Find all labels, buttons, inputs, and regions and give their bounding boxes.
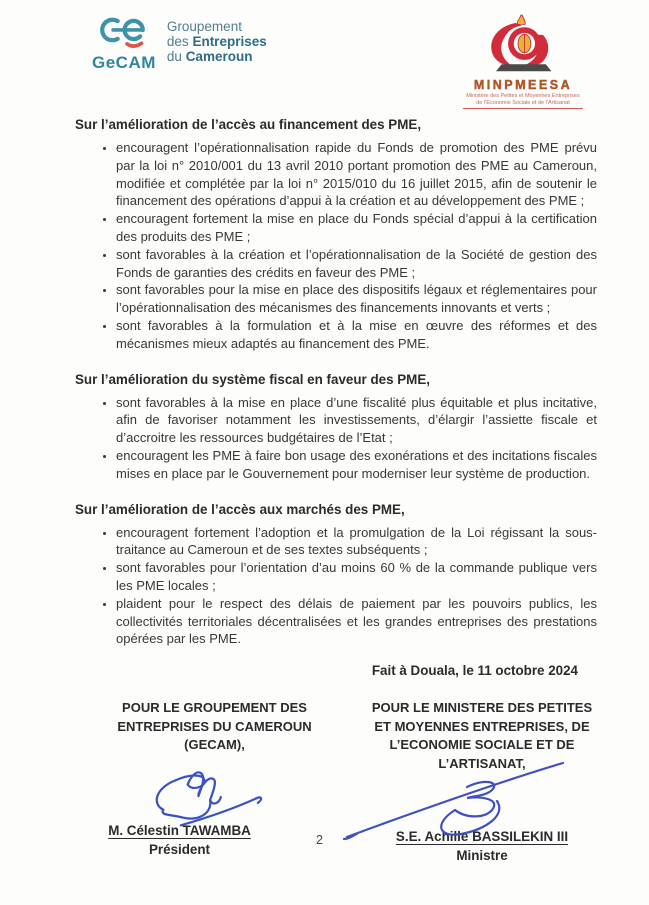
signatory-title: Ministre — [456, 848, 508, 864]
section-heading: Sur l’amélioration de l’accès au financement des PME, — [75, 117, 422, 132]
signatory-heading: POUR LE MINISTERE DES PETITES ET MOYENNES ENTREPRISES, DE L’ECONOMIE SOCIALE ET DE L’ARTISANAT, — [371, 700, 593, 771]
minpmeesa-acronym: MINPMEESA — [473, 78, 573, 92]
section-heading: Sur l’amélioration de l’accès aux marchés des PME, — [75, 501, 405, 517]
signatory-title: Président — [148, 841, 211, 857]
gecam-wordmark: GeCAM — [92, 53, 156, 72]
gecam-logo — [92, 11, 267, 73]
bullet-list — [75, 394, 597, 483]
signature-block-gecam — [100, 699, 329, 863]
bullet-item: • encouragent les PME à faire bon usage des exonérations et des incitations fiscales mises en place par le Gouvernement pour moderniser leur système de production. — [116, 447, 597, 483]
section-financement — [75, 117, 597, 353]
bullet-item: • encouragent fortement la mise en place du Fonds spécial d’appui à la certification des produits des PME ; — [116, 210, 597, 246]
section-marches — [75, 502, 597, 649]
bullet-item: • encouragent fortement l’adoption et la promulgation de la Loi régissant la sous-traitance au Cameroun et de ses textes subséquents ; — [116, 524, 597, 560]
gecam-monogram-icon — [95, 11, 153, 55]
page-number: 2 — [316, 833, 323, 847]
document-body — [0, 117, 649, 863]
signature-block-minister — [367, 699, 597, 863]
minpmeesa-logo — [449, 13, 597, 109]
bullet-list — [75, 139, 597, 353]
signatory-name: S.E. Achille BASSILEKIN III — [395, 829, 569, 845]
section-fiscal — [75, 372, 597, 483]
gecam-monogram — [92, 11, 156, 73]
bullet-item: • sont favorables à la formulation et à la mise en œuvre des réformes et des mécanismes mieux adaptés au financement des PME. — [116, 317, 597, 353]
signature-row — [75, 699, 597, 863]
bullet-item: • sont favorables pour la mise en place des dispositifs légaux et réglementaires pour l’opérationnalisation des mécanismes des financements innovants et verts ; — [116, 281, 597, 317]
bullet-item: • sont favorables pour l’orientation d’au moins 60 % de la commande publique vers les PME locales ; — [116, 559, 597, 595]
bullet-list — [75, 524, 597, 649]
minpmeesa-emblem-icon — [471, 13, 575, 77]
minpmeesa-rule — [463, 108, 583, 109]
bullet-item: • sont favorables à la création et l’opérationnalisation de la Société de gestion des Fonds de garanties des crédits en faveur des PME ; — [116, 246, 597, 282]
signatory-heading: POUR LE GROUPEMENT DES ENTREPRISES DU CAMEROUN (GECAM), — [117, 700, 312, 753]
signatory-name: M. Célestin TAWAMBA — [108, 822, 251, 838]
bullet-item: • encouragent l’opérationnalisation rapide du Fonds de promotion des PME prévu par la loi n° 2010/001 du 13 avril 2010 portant promotion des PME au Cameroun, modifiée et complétée par la loi n° 2015/010 du 16 juillet 2015, afin de soutenir le financement des opérations d’appui à la création et au développement des PME ; — [116, 139, 597, 210]
bassilekin-signature-icon — [339, 757, 569, 849]
signatory-nameblock — [100, 823, 259, 857]
page-header — [0, 0, 649, 106]
bullet-item: • plaident pour le respect des délais de paiement par les pouvoirs publics, les collectivités territoriales décentralisées et les grandes entreprises des prestations opérées par les PME. — [116, 595, 597, 648]
bullet-item: • sont favorables à la mise en place d’une fiscalité plus équitable et plus incitative, afin de favoriser notamment les investissements, d’élargir l’assiette fiscale et d’accroitre les ressources budgétaires de l’Etat ; — [116, 394, 597, 447]
minpmeesa-subtitle: Ministère des Petites et Moyennes Entreprises de l’Economie Sociale et de l’Artisanat — [466, 93, 580, 106]
dateline: Fait à Douala, le 11 octobre 2024 — [371, 663, 578, 679]
gecam-tagline: Groupement des Entreprises du Cameroun — [166, 19, 267, 64]
section-heading: Sur l’amélioration du système fiscal en faveur des PME, — [75, 371, 430, 387]
